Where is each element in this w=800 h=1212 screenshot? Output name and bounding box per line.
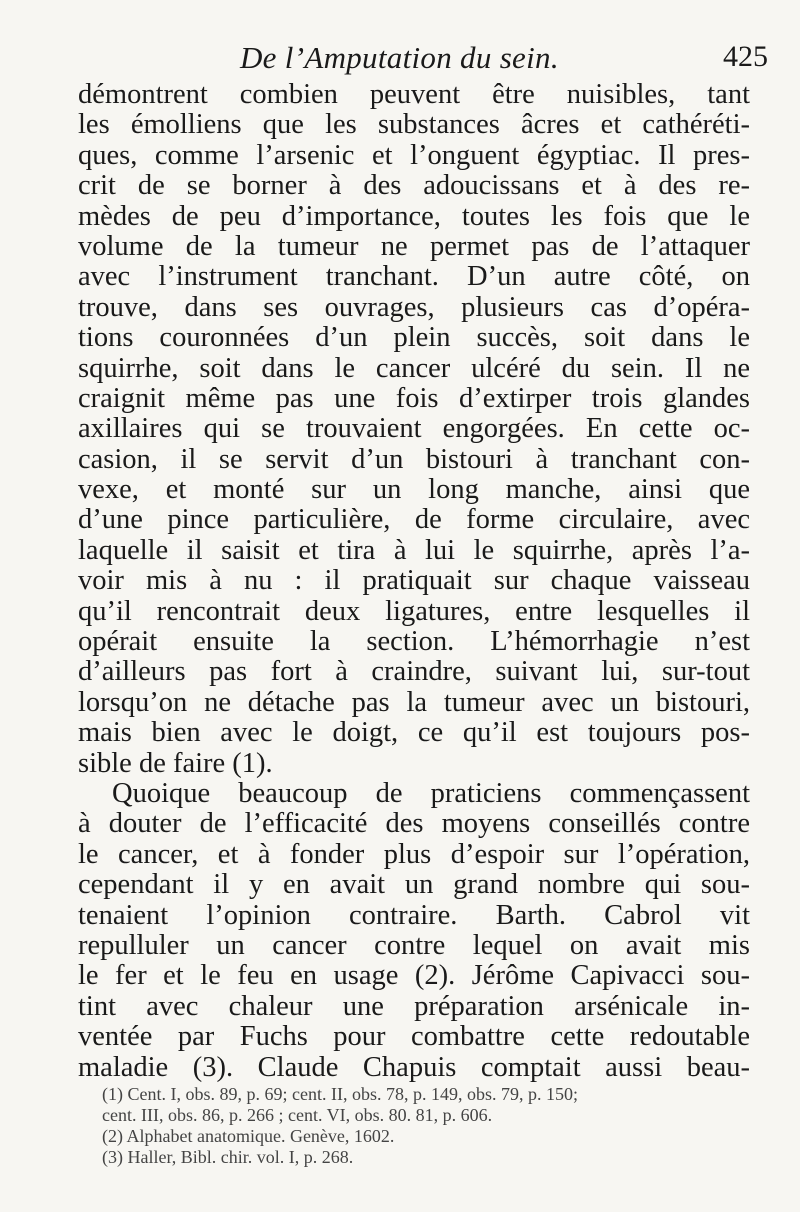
text-line: axillaires qui se trouvaient engorgées. En cette oc- bbox=[78, 414, 750, 445]
footnote-1-continued: cent. III, obs. 86, p. 266 ; cent. VI, obs. 80. 81, p. 606. bbox=[102, 1105, 493, 1125]
text-line: trouve, dans ses ouvrages, plusieurs cas d’opéra- bbox=[78, 292, 750, 323]
text-line: ques, comme l’arsenic et l’onguent égyptiac. Il pres- bbox=[78, 140, 750, 171]
text-line: volume de la tumeur ne permet pas de l’attaquer bbox=[78, 231, 750, 262]
text-line: maladie (3). Claude Chapuis comptait aussi beau- bbox=[78, 1052, 750, 1083]
text-line: vexe, et monté sur un long manche, ainsi que bbox=[78, 475, 750, 506]
page-header bbox=[78, 38, 768, 78]
text-line: tions couronnées d’un plein succès, soit dans le bbox=[78, 323, 750, 354]
footnotes bbox=[102, 1084, 752, 1168]
text-line: laquelle il saisit et tira à lui le squirrhe, après l’a- bbox=[78, 535, 750, 566]
text-line: d’ailleurs pas fort à craindre, suivant lui, sur-tout bbox=[78, 657, 750, 688]
footnote-3: (3) Haller, Bibl. chir. vol. I, p. 268. bbox=[102, 1147, 354, 1167]
text-line: qu’il rencontrait deux ligatures, entre lesquelles il bbox=[78, 596, 750, 627]
text-line: à douter de l’efficacité des moyens conseillés contre bbox=[78, 809, 750, 840]
text-line: casion, il se servit d’un bistouri à tranchant con- bbox=[78, 444, 750, 475]
text-line: Quoique beaucoup de praticiens commençassent bbox=[112, 778, 750, 809]
running-title: De l’Amputation du sein. bbox=[240, 40, 559, 75]
text-line: tenaient l’opinion contraire. Barth. Cabrol vit bbox=[78, 900, 750, 931]
text-line: craignit même pas une fois d’extirper trois glandes bbox=[78, 383, 750, 414]
text-line: le cancer, et à fonder plus d’espoir sur l’opération, bbox=[78, 839, 750, 870]
text-line: d’une pince particulière, de forme circulaire, avec bbox=[78, 505, 750, 536]
paragraph-2 bbox=[78, 779, 750, 1083]
text-line: ventée par Fuchs pour combattre cette redoutable bbox=[78, 1022, 750, 1053]
footnote-2: (2) Alphabet anatomique. Genève, 1602. bbox=[102, 1126, 395, 1146]
paragraph-1 bbox=[78, 80, 750, 779]
text-line: le fer et le feu en usage (2). Jérôme Capivacci sou- bbox=[78, 961, 750, 992]
text-line: sible de faire (1). bbox=[78, 748, 273, 779]
text-line: opérait ensuite la section. L’hémorrhagie n’est bbox=[78, 627, 750, 658]
text-line: tint avec chaleur une préparation arsénicale in- bbox=[78, 991, 750, 1022]
text-line: lorsqu’on ne détache pas la tumeur avec un bistouri, bbox=[78, 687, 750, 718]
text-line: démontrent combien peuvent être nuisibles, tant bbox=[78, 80, 750, 110]
text-line: les émolliens que les substances âcres et cathéréti- bbox=[78, 110, 750, 141]
text-line: crit de se borner à des adoucissans et à des re- bbox=[78, 171, 750, 202]
page-number: 425 bbox=[723, 40, 768, 73]
text-line: squirrhe, soit dans le cancer ulcéré du sein. Il ne bbox=[78, 353, 750, 384]
text-line: avec l’instrument tranchant. D’un autre côté, on bbox=[78, 262, 750, 293]
text-line: mèdes de peu d’importance, toutes les fois que le bbox=[78, 201, 750, 232]
text-line: repulluler un cancer contre lequel on avait mis bbox=[78, 930, 750, 961]
body-text bbox=[78, 80, 750, 1083]
text-line: mais bien avec le doigt, ce qu’il est toujours pos- bbox=[78, 718, 750, 749]
text-line: cependant il y en avait un grand nombre qui sou- bbox=[78, 870, 750, 901]
footnote-1: (1) Cent. I, obs. 89, p. 69; cent. II, obs. 78, p. 149, obs. 79, p. 150; bbox=[102, 1084, 578, 1104]
text-line: voir mis à nu : il pratiquait sur chaque vaisseau bbox=[78, 566, 750, 597]
